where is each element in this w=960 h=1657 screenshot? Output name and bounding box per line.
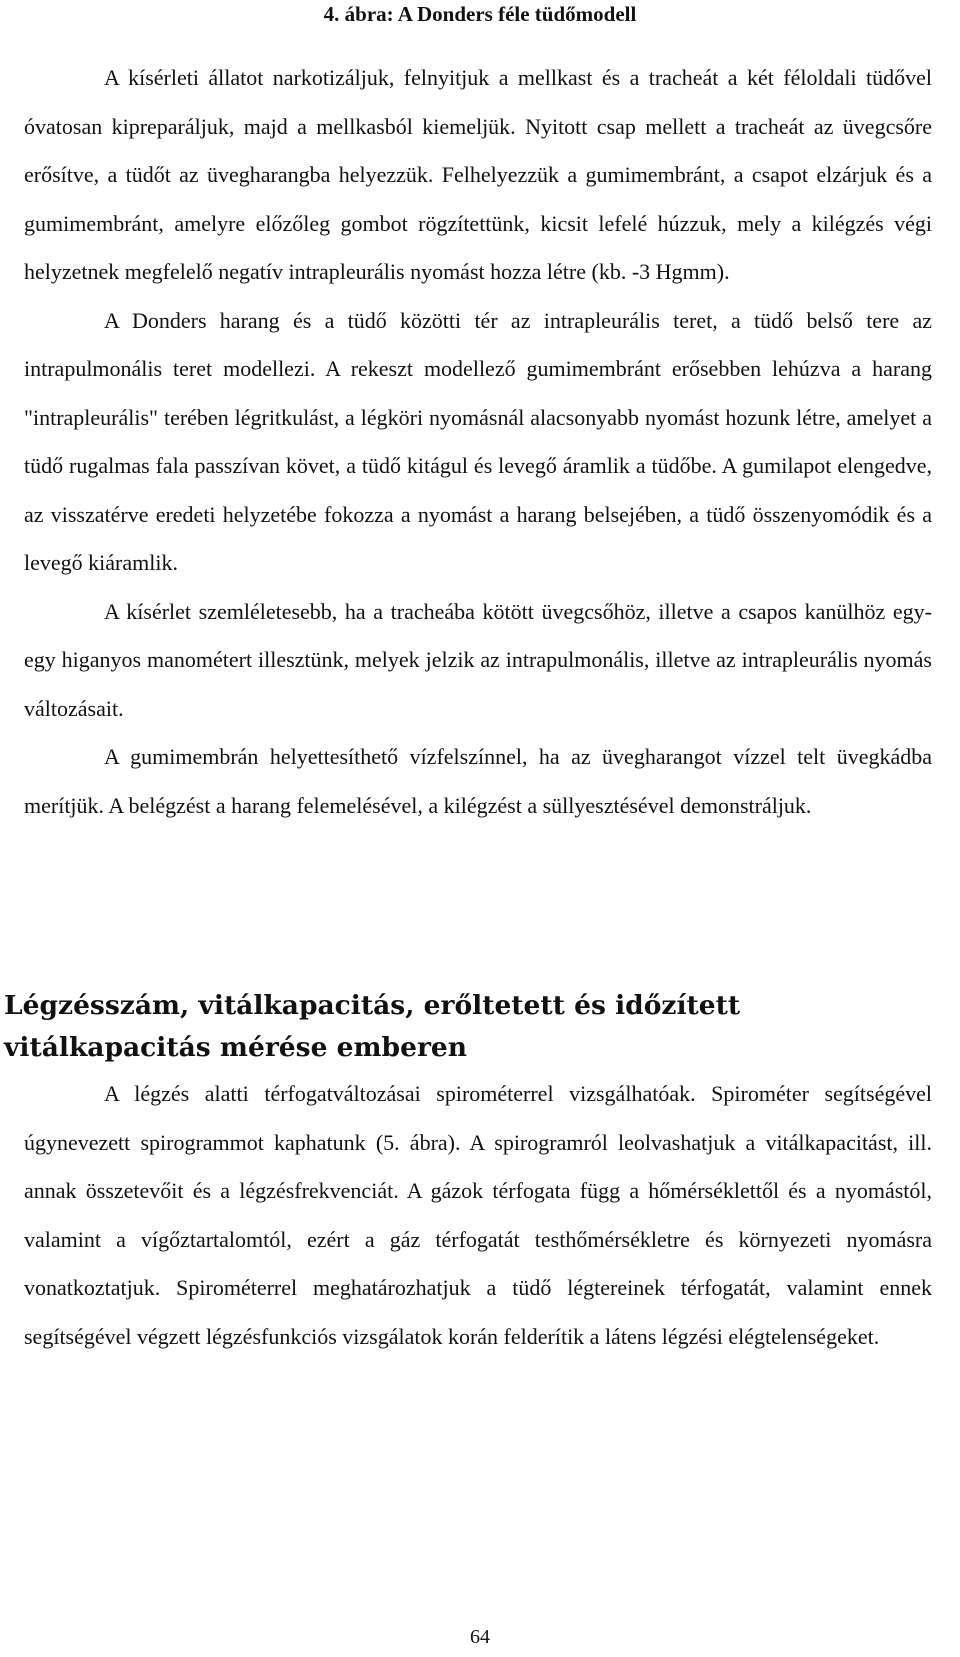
paragraph: A légzés alatti térfogatváltozásai spirométerrel vizsgálhatóak. Spirométer segítségével úgynevezett spirogrammot kaphatunk (5. ábra). A spirogramról leolvashatjuk a vitálkapacitást, ill. annak összetevőit és a légzésfrekvenciát. A gázok térfogata függ a hőmérséklettől és a nyomástól, valamint a vígőztartalomtól, ezért a gáz térfogatát testhőmérsékletre és környezeti nyomásra vonatkoztatjuk. Spirométerrel meghatározhatjuk a tüdő légtereinek térfogatát, valamint ennek segítségével végzett légzésfunkciós vizsgálatok korán felderítik a látens légzési elégtelenségeket. [24,1081,932,1349]
paragraph: A kísérleti állatot narkotizáljuk, felnyitjuk a mellkast és a tracheát a két féloldali tüdővel óvatosan kipreparáljuk, majd a mellkasból kiemeljük. Nyitott csap mellett a tracheát az üvegcsőre erősítve, a tüdőt az üvegharangba helyezzük. Felhelyezzük a gumimembránt, a csapot elzárjuk és a gumimembránt, amelyre előzőleg gombot rögzítettünk, kicsit lefelé húzzuk, mely a kilégzés végi helyzetnek megfelelő negatív intrapleurális nyomást hozza létre (kb. -3 Hgmm). [24,65,932,284]
spirometry-section [24,1070,932,1361]
paragraph: A Donders harang és a tüdő közötti tér az intrapleurális teret, a tüdő belső tere az intrapulmonális teret modellezi. A rekeszt modellező gumimembránt erősebben lehúzva a harang "intrapleurális" terében légritkulást, a légköri nyomásnál alacsonyabb nyomást hozunk létre, amelyet a tüdő rugalmas fala passzívan követ, a tüdő kitágul és levegő áramlik a tüdőbe. A gumilapot elengedve, az visszatérve eredeti helyzetébe fokozza a nyomást a harang belsejében, a tüdő összenyomódik és a levegő kiáramlik. [24,307,932,575]
figure-caption: 4. ábra: A Donders féle tüdőmodell [323,2,637,26]
section-heading: Légzésszám, vitálkapacitás, erőltetett és időzített vitálkapacitás mérése emberen [4,990,741,1063]
paragraph: A kísérlet szemléletesebb, ha a tracheába kötött üvegcsőhöz, illetve a csapos kanülhöz egy-egy higanyos manométert illesztünk, melyek jelzik az intrapulmonális, illetve az intrapleurális nyomás változásait. [24,598,932,721]
donders-model-section [24,54,932,830]
paragraph: A gumimembrán helyettesíthető vízfelszínnel, ha az üvegharangot vízzel telt üvegkádba merítjük. A belégzést a harang felemelésével, a kilégzést a süllyesztésével demonstráljuk. [24,744,932,818]
page-number: 64 [470,1626,490,1648]
